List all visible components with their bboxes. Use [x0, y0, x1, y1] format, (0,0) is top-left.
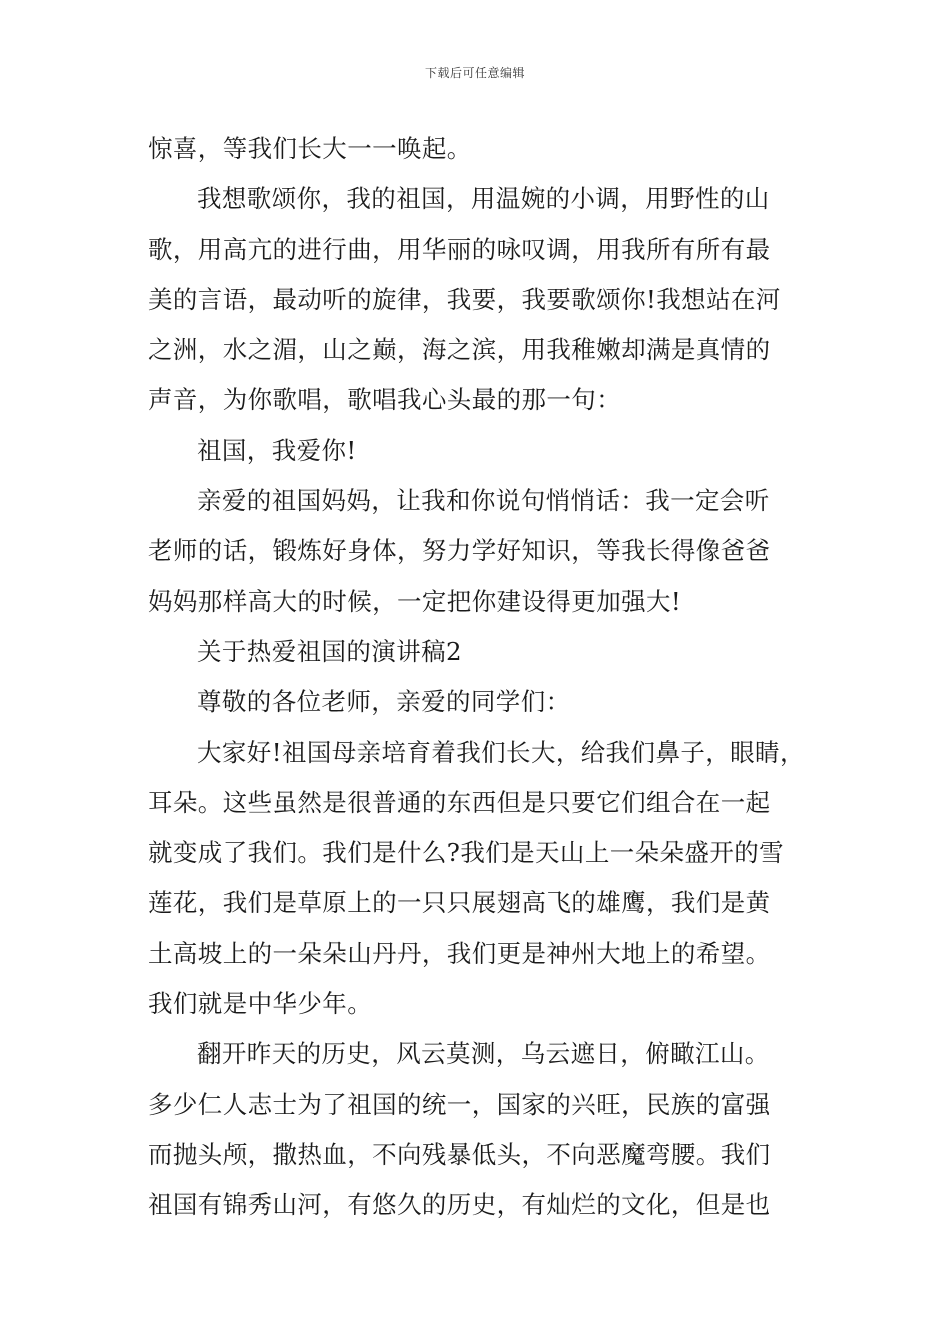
document-body [148, 124, 828, 1231]
text-line: 大家好!祖国母亲培育着我们长大，给我们鼻子，眼睛， [197, 737, 805, 767]
text-line: 之洲，水之湄，山之巅，海之滨，用我稚嫩却满是真情的 [148, 335, 771, 365]
text-line: 翻开昨天的历史，风云莫测，乌云遮日，俯瞰江山。 [197, 1039, 770, 1069]
text-line: 我想歌颂你，我的祖国，用温婉的小调，用野性的山 [197, 184, 770, 214]
text-line: 耳朵。这些虽然是很普通的东西但是只要它们组合在一起 [148, 787, 771, 817]
text-line: 土高坡上的一朵朵山丹丹，我们更是神州大地上的希望。 [148, 938, 771, 968]
header-note: 下载后可任意编辑 [424, 66, 525, 80]
text-line: 莲花，我们是草原上的一只只展翅高飞的雄鹰，我们是黄 [148, 888, 771, 918]
text-line: 妈妈那样高大的时候，一定把你建设得更加强大! [148, 586, 682, 616]
text-line: 而抛头颅，撒热血，不向残暴低头，不向恶魔弯腰。我们 [148, 1139, 771, 1169]
text-line: 老师的话，锻炼好身体，努力学好知识，等我长得像爸爸 [148, 536, 771, 566]
text-line: 就变成了我们。我们是什么?我们是天山上一朵朵盛开的雪 [148, 838, 785, 868]
text-line: 祖国，我爱你! [197, 435, 357, 465]
text-line: 声音，为你歌唱，歌唱我心头最的那一句： [148, 385, 622, 415]
text-line: 多少仁人志士为了祖国的统一，国家的兴旺，民族的富强 [148, 1089, 771, 1119]
text-line: 祖国有锦秀山河，有悠久的历史，有灿烂的文化，但是也 [148, 1190, 771, 1220]
text-line: 尊敬的各位老师，亲爱的同学们： [197, 687, 571, 717]
text-line: 我们就是中华少年。 [148, 989, 373, 1019]
text-line: 惊喜，等我们长大一一唤起。 [148, 134, 472, 163]
section-heading: 关于热爱祖国的演讲稿2 [197, 636, 462, 666]
text-line: 歌，用高亢的进行曲，用华丽的咏叹调，用我所有所有最 [148, 234, 771, 264]
text-line: 美的言语，最动听的旋律，我要，我要歌颂你!我想站在河 [148, 284, 781, 314]
text-line: 亲爱的祖国妈妈，让我和你说句悄悄话：我一定会听 [197, 486, 770, 516]
